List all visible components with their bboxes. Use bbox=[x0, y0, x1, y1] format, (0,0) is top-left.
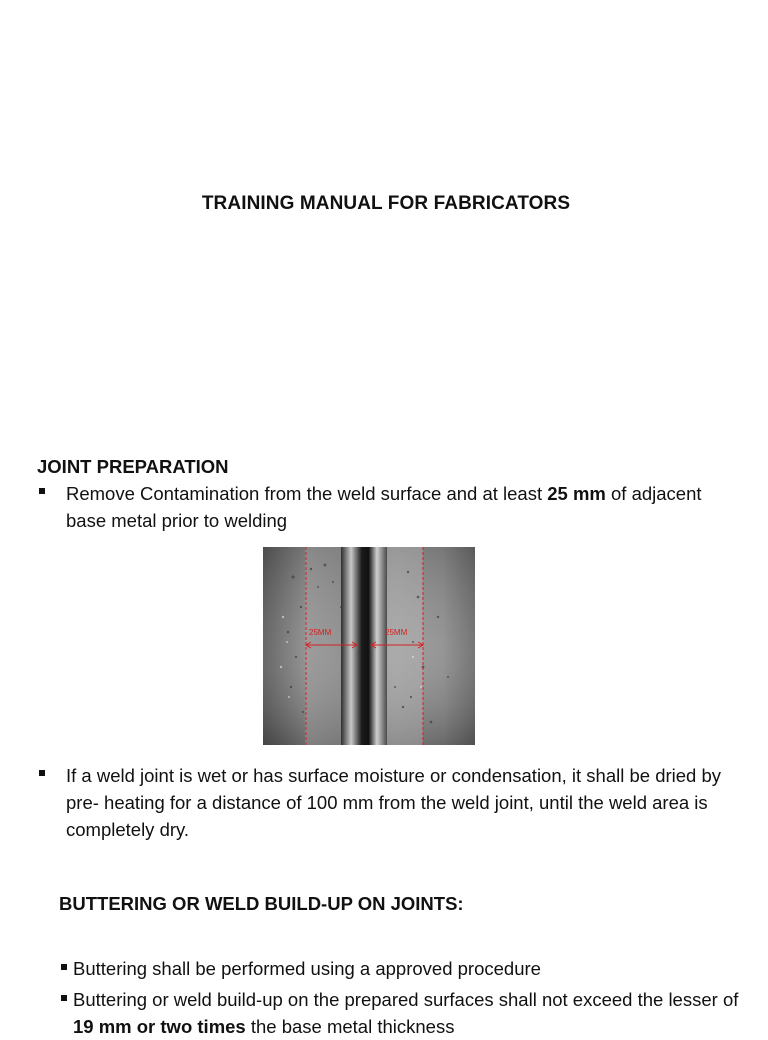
bullet-text-part: Buttering or weld build-up on the prepared surfaces shall not exceed the lesser of bbox=[73, 989, 739, 1010]
dimension-label-left: 25MM bbox=[309, 628, 332, 637]
bullet-square-icon bbox=[61, 964, 67, 970]
bullet-text-bold: 19 mm or two times bbox=[73, 1016, 246, 1037]
bullet-buttering-limit bbox=[61, 986, 741, 1040]
section-heading-buttering: BUTTERING OR WELD BUILD-UP ON JOINTS: bbox=[59, 893, 464, 914]
bullet-buttering-procedure bbox=[61, 955, 741, 982]
bullet-text bbox=[73, 986, 741, 1040]
bullet-text-part: the base metal thickness bbox=[245, 1016, 455, 1037]
bullet-remove-contamination bbox=[37, 480, 737, 534]
bullet-text: If a weld joint is wet or has surface moisture or condensation, it shall be dried by pre- heating for a distance of 100 mm from the weld joint, until the weld area is completely dry. bbox=[66, 765, 722, 840]
weld-joint-photo bbox=[263, 547, 475, 745]
bullet-text-part: of adjacent base metal prior to welding bbox=[66, 483, 702, 531]
section-heading-joint-preparation: JOINT PREPARATION bbox=[37, 456, 229, 477]
bullet-square-icon bbox=[39, 488, 45, 494]
bullet-square-icon bbox=[61, 995, 67, 1001]
bullet-wet-joint bbox=[37, 762, 737, 843]
document-title: TRAINING MANUAL FOR FABRICATORS bbox=[201, 193, 571, 214]
bullet-text: Buttering shall be performed using a approved procedure bbox=[73, 958, 541, 979]
bullet-square-icon bbox=[39, 770, 45, 776]
bullet-text bbox=[66, 480, 737, 534]
bullet-text-bold: 25 mm bbox=[547, 483, 606, 504]
bullet-text-part: Remove Contamination from the weld surface and at least bbox=[66, 483, 548, 504]
dimension-label-right: 25MM bbox=[385, 628, 408, 637]
